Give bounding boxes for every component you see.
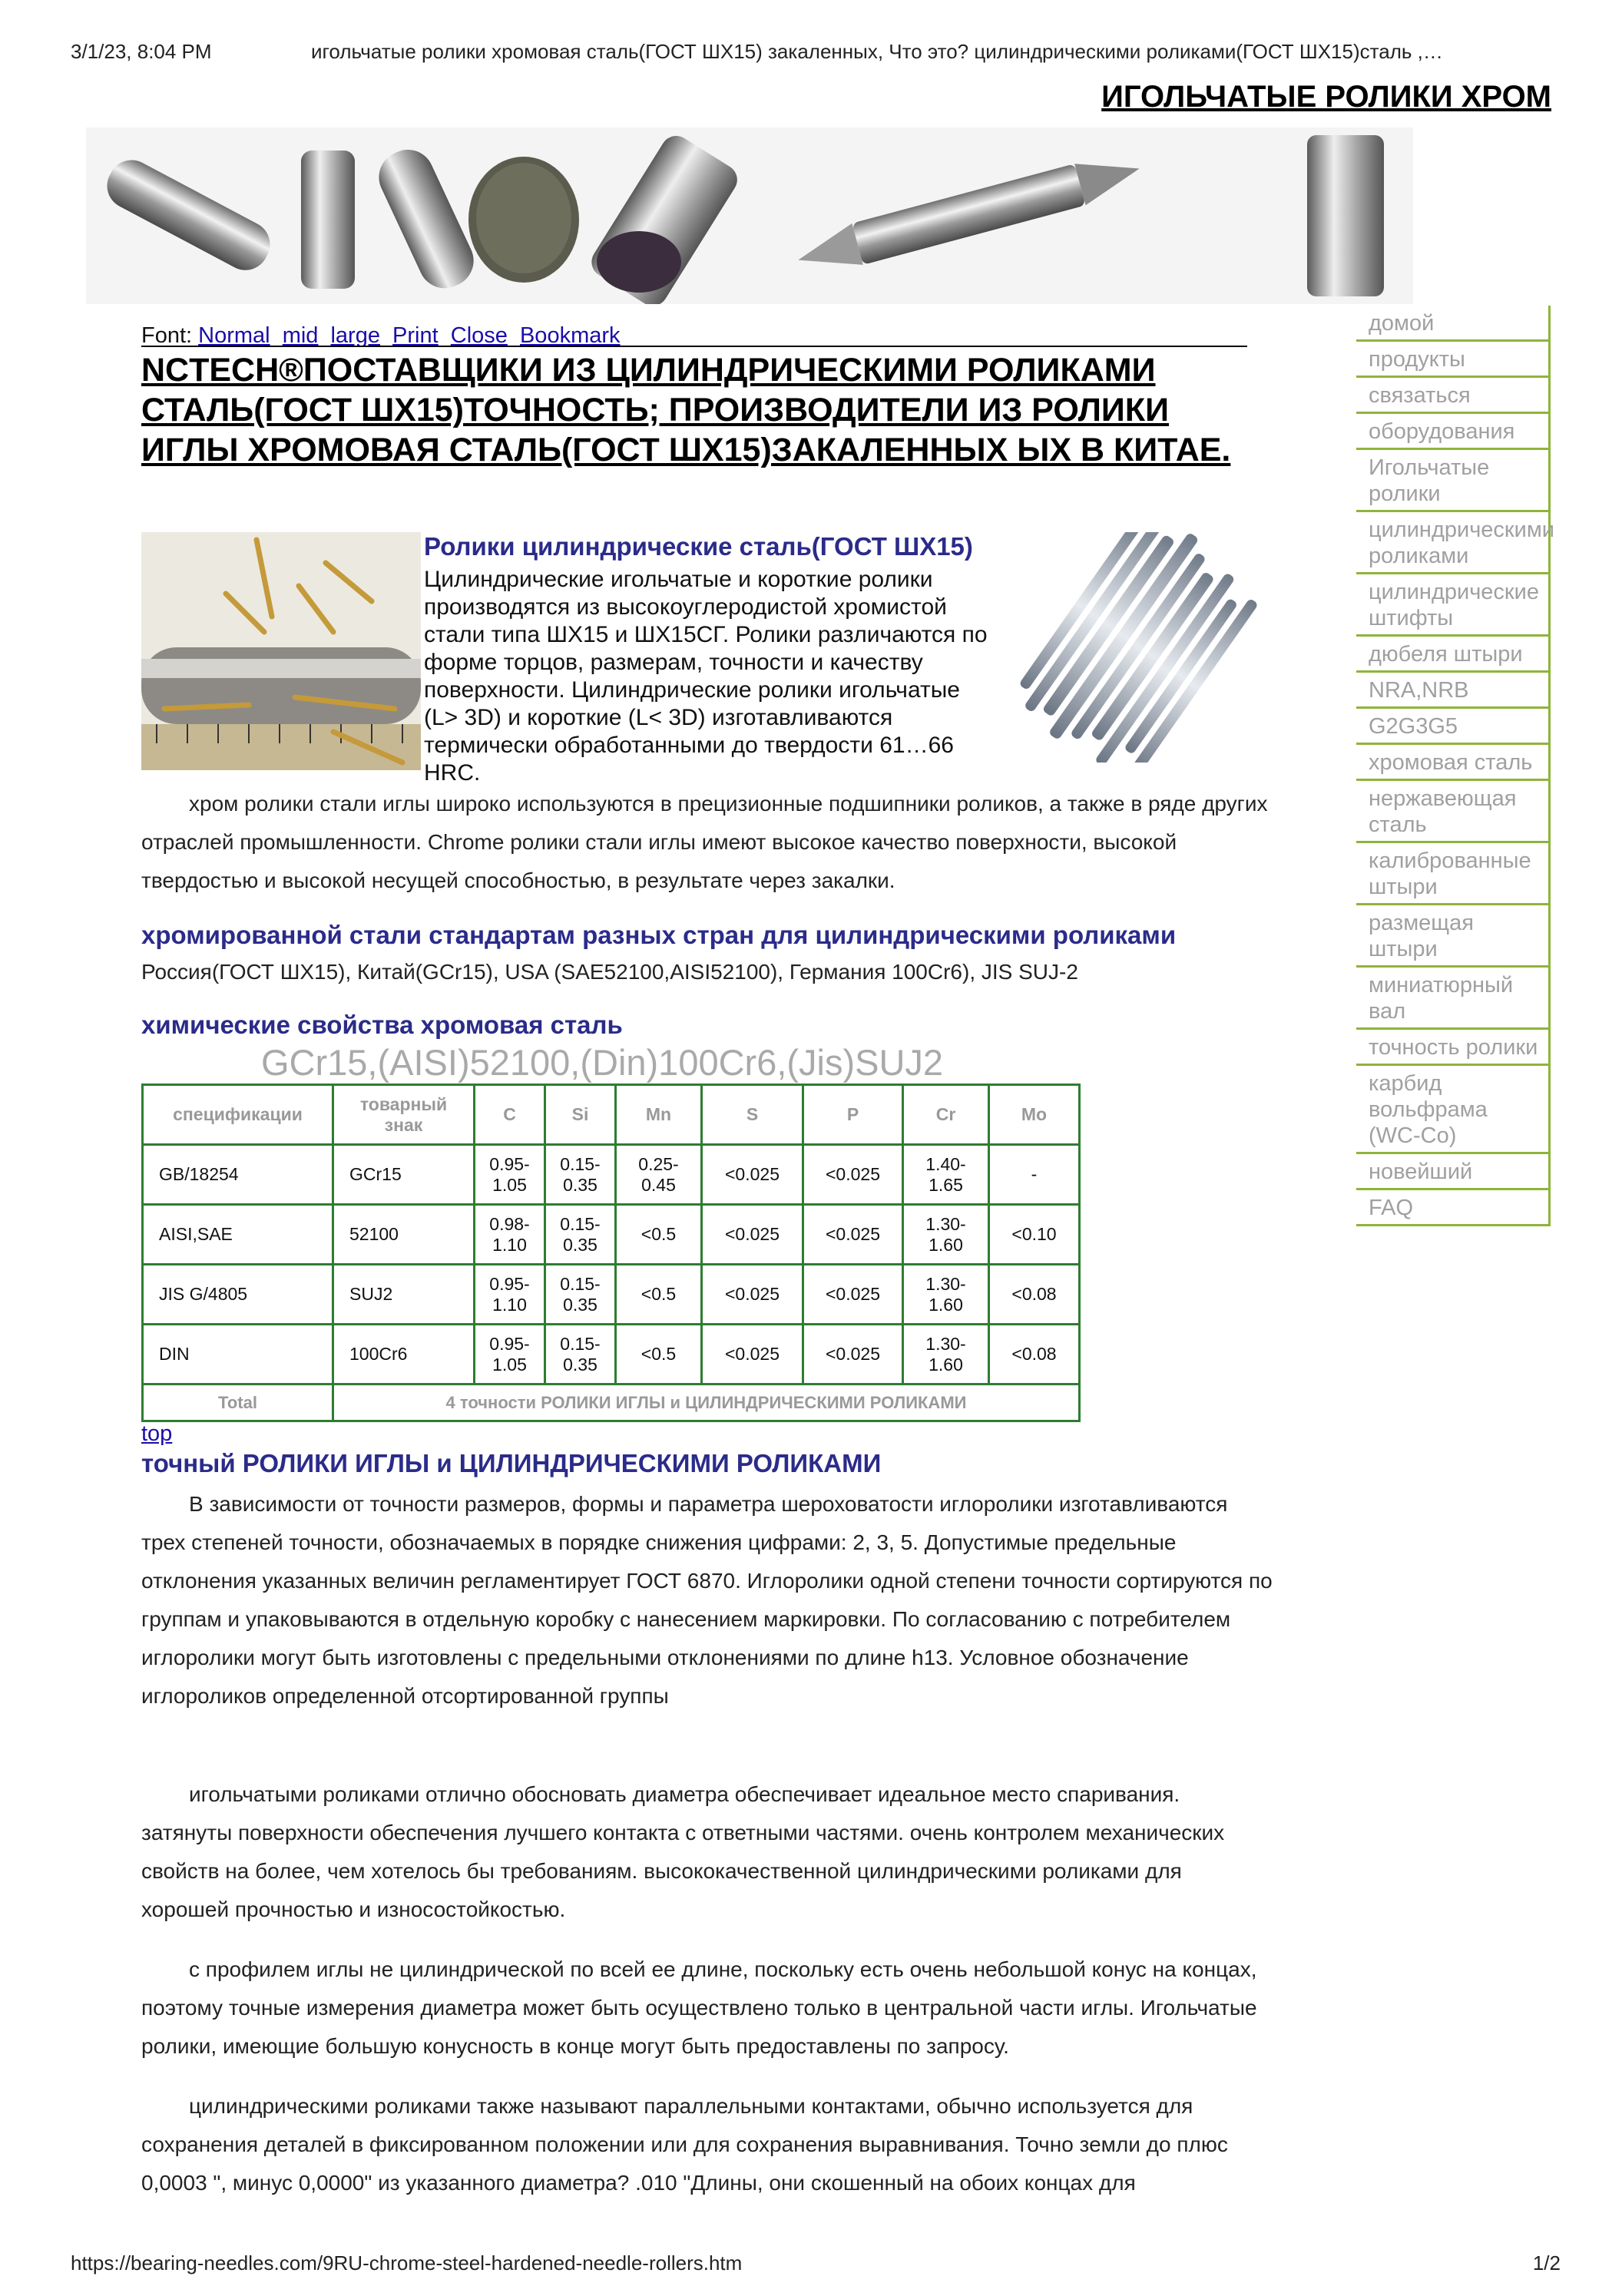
total-label: Total — [143, 1385, 333, 1421]
table-cell: 0.15-0.35 — [545, 1265, 616, 1325]
site-title[interactable]: ИГОЛЬЧАТЫЕ РОЛИКИ ХРОМ — [1101, 80, 1551, 114]
font-normal-link[interactable]: Normal — [198, 323, 270, 348]
table-cell: 0.95-1.10 — [475, 1265, 545, 1325]
sidebar-item-needle-rollers[interactable]: Игольчатые ролики — [1356, 450, 1548, 512]
table-cell: <0.025 — [702, 1325, 803, 1385]
table-cell: 0.98-1.10 — [475, 1205, 545, 1265]
sidebar-item-faq[interactable]: FAQ — [1356, 1190, 1548, 1226]
table-cell: GB/18254 — [143, 1145, 333, 1205]
sidebar-item-stainless-steel[interactable]: нержавеющая сталь — [1356, 781, 1548, 843]
sidebar-item-nra-nrb[interactable]: NRA,NRB — [1356, 673, 1548, 709]
close-link[interactable]: Close — [450, 323, 508, 348]
sidebar-item-precision-rollers[interactable]: точность ролики — [1356, 1030, 1548, 1066]
col-header: P — [803, 1085, 903, 1145]
table-cell: 0.95-1.05 — [475, 1325, 545, 1385]
chem-header-row — [143, 1085, 1080, 1145]
table-cell: <0.08 — [989, 1265, 1080, 1325]
table-total-row — [143, 1385, 1080, 1421]
sidebar-item-products[interactable]: продукты — [1356, 342, 1548, 378]
table-cell: SUJ2 — [333, 1265, 475, 1325]
precision-heading: точный РОЛИКИ ИГЛЫ и ЦИЛИНДРИЧЕСКИМИ РОЛИКАМИ — [141, 1449, 882, 1477]
col-header: C — [475, 1085, 545, 1145]
font-label: Font: — [141, 323, 193, 348]
sidebar-item-chrome-steel[interactable]: хромовая сталь — [1356, 745, 1548, 781]
table-cell: <0.10 — [989, 1205, 1080, 1265]
chem-table-wrap — [141, 1083, 1081, 1422]
table-cell: <0.025 — [702, 1265, 803, 1325]
col-header: S — [702, 1085, 803, 1145]
total-text: 4 точности РОЛИКИ ИГЛЫ и ЦИЛИНДРИЧЕСКИМИ РОЛИКАМИ — [333, 1385, 1080, 1421]
table-cell: <0.025 — [702, 1145, 803, 1205]
intro-block — [424, 532, 988, 787]
table-cell: 100Cr6 — [333, 1325, 475, 1385]
table-row — [143, 1325, 1080, 1385]
sidebar-item-miniature-shaft[interactable]: миниатюрный вал — [1356, 968, 1548, 1030]
col-header: Mo — [989, 1085, 1080, 1145]
table-cell: 0.95-1.05 — [475, 1145, 545, 1205]
page-title: NCTECH®ПОСТАВЩИКИ ИЗ ЦИЛИНДРИЧЕСКИМИ РОЛИКАМИ СТАЛЬ(ГОСТ ШХ15)ТОЧНОСТЬ; ПРОИЗВОДИТЕЛИ ИЗ РОЛИКИ ИГЛЫ ХРОМОВАЯ СТАЛЬ(ГОСТ ШХ15)ЗАКАЛЕННЫХ ЫХ В КИТАЕ. — [141, 346, 1247, 470]
chem-heading: химические свойства хромовая сталь — [141, 1011, 623, 1039]
top-link[interactable]: top — [141, 1421, 173, 1446]
table-row — [143, 1205, 1080, 1265]
rollers-banner-image — [86, 127, 1413, 304]
intro-paragraph: хром ролики стали иглы широко используются в прецизионные подшипники роликов, а также в ряде других отраслей промышленности. Chrome ролики стали иглы имеют высокое качество поверхности, высокой твердостью и высокой несущей способностью, в результате через закалки. — [141, 792, 1268, 892]
col-header: Mn — [616, 1085, 702, 1145]
chem-table — [141, 1083, 1081, 1422]
col-header: товарный знак — [333, 1085, 475, 1145]
header-banner — [86, 127, 1413, 304]
col-header: Cr — [903, 1085, 989, 1145]
footer-url: https://bearing-needles.com/9RU-chrome-steel-hardened-needle-rollers.htm — [71, 2251, 743, 2274]
precision-paragraph-2: игольчатыми роликами отлично обосновать диаметра обеспечивает идеальное место спаривания. затянуты поверхности обеспечения лучшего контакта с ответными частями. очень контролем механических свойств на более, чем хотелось бы требованиям. высококачественной цилиндрическими роликами для хорошей прочностью и износостойкостью. — [141, 1782, 1225, 1921]
table-cell: <0.025 — [803, 1205, 903, 1265]
footer-page-number: 1/2 — [1532, 2251, 1561, 2274]
standards-text: Россия(ГОСТ ШХ15), Китай(GCr15), USA (SAE52100,AISI52100), Германия 100Cr6), JIS SUJ-2 — [141, 960, 1078, 984]
sidebar-item-dowel-pins[interactable]: дюбеля штыри — [1356, 637, 1548, 673]
table-cell: 0.15-0.35 — [545, 1325, 616, 1385]
table-cell: 1.40-1.65 — [903, 1145, 989, 1205]
table-cell: GCr15 — [333, 1145, 475, 1205]
table-cell: 1.30-1.60 — [903, 1325, 989, 1385]
table-cell: DIN — [143, 1325, 333, 1385]
table-cell: AISI,SAE — [143, 1205, 333, 1265]
precision-paragraph-3: с профилем иглы не цилиндрической по всей ее длине, поскольку есть очень небольшой конус на концах, поэтому точные измерения диаметра может быть осуществлено только в центральной части иглы. Игольчатые ролики, имеющие большую конусность в конце могут быть предоставлены по запросу. — [141, 1957, 1257, 2058]
sidebar-item-cylindrical-pins[interactable]: цилиндрические штифты — [1356, 574, 1548, 637]
sidebar-item-g2g3g5[interactable]: G2G3G5 — [1356, 709, 1548, 745]
print-link[interactable]: Print — [392, 323, 439, 348]
bookmark-link[interactable]: Bookmark — [519, 323, 621, 348]
table-cell: 0.15-0.35 — [545, 1145, 616, 1205]
sidebar-nav — [1356, 306, 1554, 1226]
precision-paragraph-4: цилиндрическими роликами также называют параллельными контактами, обычно используется для сохранения деталей в фиксированном положении или для сохранения выравнивания. Точно земли до плюс 0,0003 ", минус 0,0000" из указанного диаметра? .010 "Длины, они скошенный на обоих концах для — [141, 2094, 1228, 2195]
intro-heading: Ролики цилиндрические сталь(ГОСТ ШХ15) — [424, 532, 973, 561]
table-cell: <0.025 — [803, 1325, 903, 1385]
sidebar-item-equipment[interactable]: оборудования — [1356, 414, 1548, 450]
sidebar-item-tungsten-carbide[interactable]: карбид вольфрама (WC-Co) — [1356, 1066, 1548, 1154]
pins-bundle-image — [989, 532, 1269, 763]
font-large-link[interactable]: large — [330, 323, 380, 348]
sidebar-item-contact[interactable]: связаться — [1356, 378, 1548, 414]
sidebar-item-cylindrical-rollers[interactable]: цилиндрическими роликами — [1356, 512, 1548, 574]
intro-text: Цилиндрические игольчатые и короткие ролики производятся из высокоуглеродистой хромистой стали типа ШХ15 и ШХ15СГ. Ролики различаются по форме торцов, размерам, точности и качеству поверхности. Цилиндрические ролики игольчатые (L> 3D) и короткие (L< 3D) изготавливаются термически обработанными до твердости 61…66 HRC. — [424, 567, 988, 786]
sidebar-item-calibrated-pins[interactable]: калиброванные штыри — [1356, 843, 1548, 905]
table-cell: <0.025 — [803, 1265, 903, 1325]
sidebar-item-home[interactable]: домой — [1356, 306, 1548, 342]
table-cell: - — [989, 1145, 1080, 1205]
table-row — [143, 1145, 1080, 1205]
print-doc-title: игольчатые ролики хромовая сталь(ГОСТ ШХ15) закаленных, Что это? цилиндрическими роликами(ГОСТ ШХ15)сталь ,… — [311, 40, 1443, 63]
table-cell: <0.025 — [702, 1205, 803, 1265]
table-cell: <0.5 — [616, 1205, 702, 1265]
chem-caption: GCr15,(AISI)52100,(Din)100Cr6,(Jis)SUJ2 — [261, 1042, 944, 1083]
sidebar-item-locating-pins[interactable]: размещая штыри — [1356, 905, 1548, 968]
table-row — [143, 1265, 1080, 1325]
sidebar-item-newest[interactable]: новейший — [1356, 1154, 1548, 1190]
table-cell: <0.5 — [616, 1265, 702, 1325]
col-header: Si — [545, 1085, 616, 1145]
col-header: спецификации — [143, 1085, 333, 1145]
table-cell: <0.5 — [616, 1325, 702, 1385]
table-cell: 0.25-0.45 — [616, 1145, 702, 1205]
standards-heading: хромированной стали стандартам разных стран для цилиндрическими роликами — [141, 921, 1177, 949]
table-cell: 1.30-1.60 — [903, 1265, 989, 1325]
print-datetime: 3/1/23, 8:04 PM — [71, 40, 212, 63]
table-cell: 0.15-0.35 — [545, 1205, 616, 1265]
precision-paragraph-1: В зависимости от точности размеров, формы и параметра шероховатости иглоролики изготавливаются трех степеней точности, обозначаемых в порядке снижения цифрами: 2, 3, 5. Допустимые предельные отклонения указанных величин регламентирует ГОСТ 6870. Иглоролики одной степени точности сортируются по группам и упаковываются в отдельную коробку с нанесением маркировки. По согласованию с потребителем иглоролики могут быть изготовлены с предельными отклонениями по длине h13. Условное обозначение иглороликов определенной отсортированной группы — [141, 1492, 1273, 1708]
table-cell: JIS G/4805 — [143, 1265, 333, 1325]
table-cell: <0.08 — [989, 1325, 1080, 1385]
table-cell: 52100 — [333, 1205, 475, 1265]
table-cell: 1.30-1.60 — [903, 1205, 989, 1265]
table-cell: <0.025 — [803, 1145, 903, 1205]
pins-ruler-image — [141, 532, 421, 770]
font-mid-link[interactable]: mid — [282, 323, 319, 348]
